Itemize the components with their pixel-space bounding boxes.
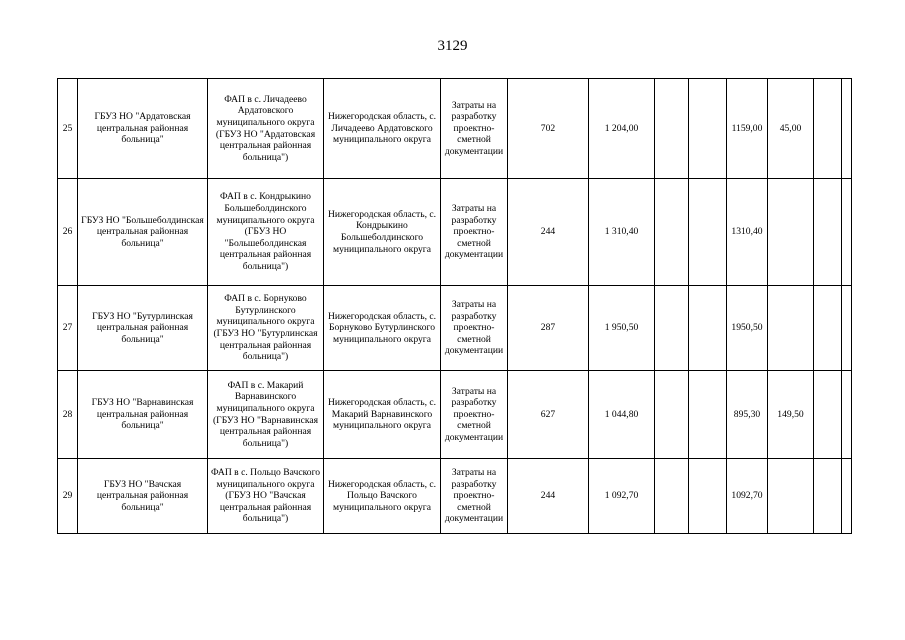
code-cell: 702 [508, 79, 589, 179]
object-cell: ФАП в с. Польцо Вачского муниципального округа (ГБУЗ НО "Вачская центральная районная больница") [208, 459, 324, 534]
amount-cell-9 [689, 371, 727, 459]
table-row [58, 371, 852, 459]
total-cell: 1 204,00 [589, 79, 655, 179]
organization-cell: ГБУЗ НО "Вачская центральная районная больница" [78, 459, 208, 534]
amount-cell-10: 1310,40 [727, 179, 768, 286]
total-cell: 1 092,70 [589, 459, 655, 534]
amount-cell-9 [689, 286, 727, 371]
row-number: 25 [58, 79, 78, 179]
amount-cell-8 [655, 459, 689, 534]
amount-cell-11 [768, 286, 814, 371]
page-number: 3129 [437, 38, 468, 54]
amount-cell-10: 1159,00 [727, 79, 768, 179]
purpose-cell: Затраты на разработку проектно-сметной документации [441, 459, 508, 534]
purpose-cell: Затраты на разработку проектно-сметной документации [441, 286, 508, 371]
amount-cell-11: 45,00 [768, 79, 814, 179]
object-cell: ФАП в с. Макарий Варнавинского муниципального округа (ГБУЗ НО "Варнавинская центральная районная больница") [208, 371, 324, 459]
purpose-cell: Затраты на разработку проектно-сметной документации [441, 371, 508, 459]
amount-cell-11 [768, 179, 814, 286]
amount-cell-13 [842, 459, 852, 534]
table-row [58, 179, 852, 286]
object-cell: ФАП в с. Борнуково Бутурлинского муниципального округа (ГБУЗ НО "Бутурлинская центральная районная больница") [208, 286, 324, 371]
amount-cell-11: 149,50 [768, 371, 814, 459]
amount-cell-8 [655, 371, 689, 459]
object-cell: ФАП в с. Кондрыкино Большеболдинского муниципального округа (ГБУЗ НО "Большеболдинская центральная районная больница") [208, 179, 324, 286]
amount-cell-8 [655, 79, 689, 179]
address-cell: Нижегородская область, с. Макарий Варнавинского муниципального округа [324, 371, 441, 459]
address-cell: Нижегородская область, с. Личадеево Ардатовского муниципального округа [324, 79, 441, 179]
total-cell: 1 044,80 [589, 371, 655, 459]
table-row [58, 286, 852, 371]
amount-cell-12 [814, 371, 842, 459]
amount-cell-10: 895,30 [727, 371, 768, 459]
address-cell: Нижегородская область, с. Польцо Вачского муниципального округа [324, 459, 441, 534]
amount-cell-9 [689, 179, 727, 286]
table-row [58, 79, 852, 179]
amount-cell-9 [689, 459, 727, 534]
amount-cell-10: 1950,50 [727, 286, 768, 371]
code-cell: 287 [508, 286, 589, 371]
row-number: 29 [58, 459, 78, 534]
organization-cell: ГБУЗ НО "Большеболдинская центральная районная больница" [78, 179, 208, 286]
amount-cell-13 [842, 371, 852, 459]
amount-cell-13 [842, 79, 852, 179]
total-cell: 1 950,50 [589, 286, 655, 371]
amount-cell-8 [655, 286, 689, 371]
amount-cell-11 [768, 459, 814, 534]
amount-cell-12 [814, 79, 842, 179]
amount-cell-13 [842, 286, 852, 371]
table-row [58, 459, 852, 534]
purpose-cell: Затраты на разработку проектно-сметной документации [441, 79, 508, 179]
amount-cell-12 [814, 286, 842, 371]
amount-cell-9 [689, 79, 727, 179]
organization-cell: ГБУЗ НО "Бутурлинская центральная районная больница" [78, 286, 208, 371]
organization-cell: ГБУЗ НО "Варнавинская центральная районная больница" [78, 371, 208, 459]
object-cell: ФАП в с. Личадеево Ардатовского муниципального округа (ГБУЗ НО "Ардатовская центральная районная больница") [208, 79, 324, 179]
code-cell: 244 [508, 179, 589, 286]
amount-cell-10: 1092,70 [727, 459, 768, 534]
code-cell: 244 [508, 459, 589, 534]
total-cell: 1 310,40 [589, 179, 655, 286]
row-number: 27 [58, 286, 78, 371]
budget-table [57, 78, 852, 534]
organization-cell: ГБУЗ НО "Ардатовская центральная районная больница" [78, 79, 208, 179]
row-number: 28 [58, 371, 78, 459]
amount-cell-13 [842, 179, 852, 286]
address-cell: Нижегородская область, с. Борнуково Бутурлинского муниципального округа [324, 286, 441, 371]
code-cell: 627 [508, 371, 589, 459]
amount-cell-12 [814, 179, 842, 286]
row-number: 26 [58, 179, 78, 286]
address-cell: Нижегородская область, с. Кондрыкино Большеболдинского муниципального округа [324, 179, 441, 286]
amount-cell-8 [655, 179, 689, 286]
amount-cell-12 [814, 459, 842, 534]
purpose-cell: Затраты на разработку проектно-сметной документации [441, 179, 508, 286]
